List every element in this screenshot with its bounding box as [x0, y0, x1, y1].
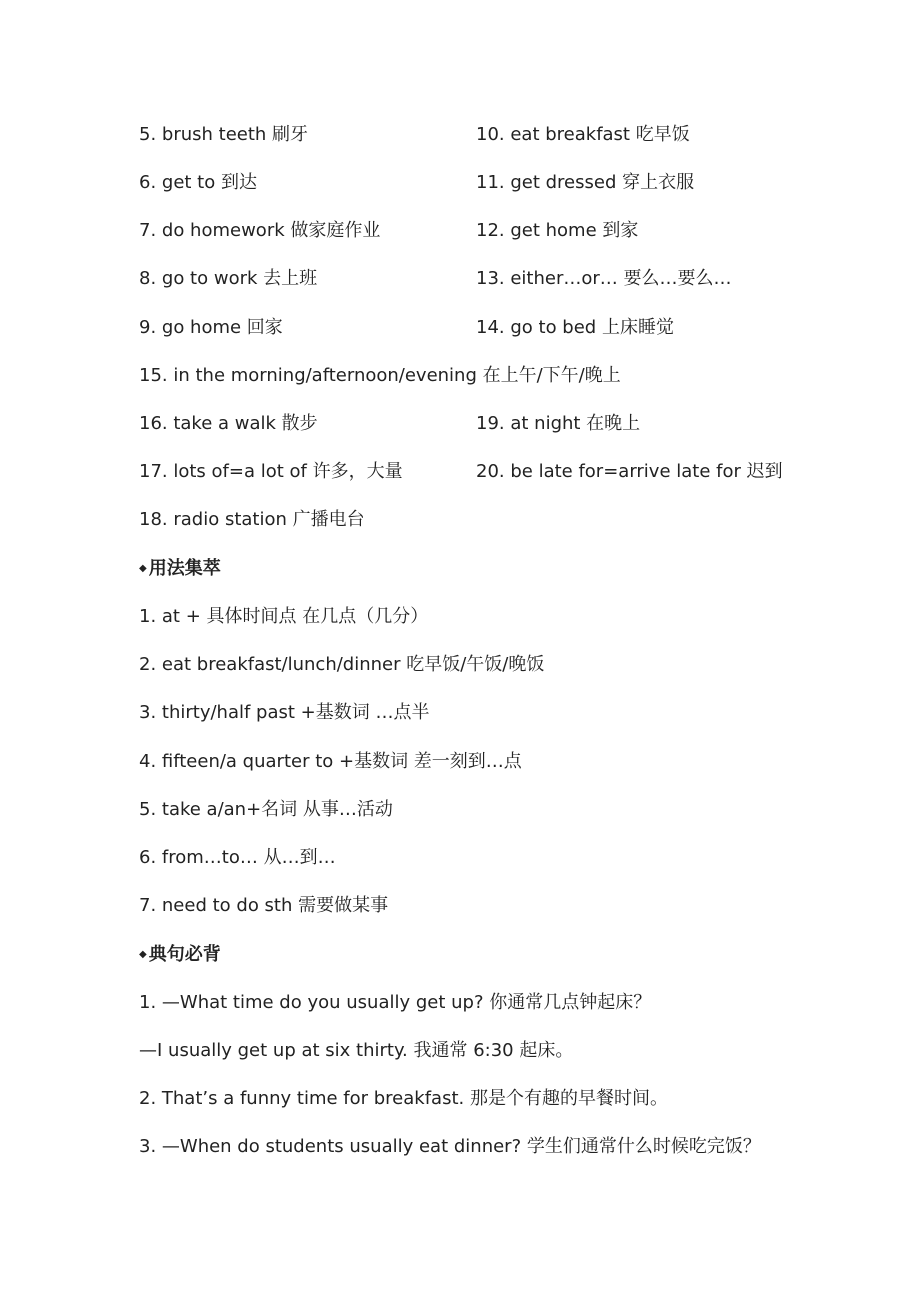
diamond-bullet-icon: ◆	[139, 949, 147, 960]
usage-item: 1. at + 具体时间点 在几点（几分）	[139, 606, 429, 627]
vocab-item: 11. get dressed 穿上衣服	[476, 172, 695, 193]
sentence-item: 1. —What time do you usually get up? 你通常几点钟起床？	[139, 992, 652, 1013]
vocab-item: 16. take a walk 散步	[139, 413, 318, 434]
sentence-item: 2. That’s a funny time for breakfast. 那是个有趣的早餐时间。	[139, 1088, 668, 1109]
vocab-item: 19. at night 在晚上	[476, 413, 641, 434]
vocab-item: 6. get to 到达	[139, 172, 257, 193]
sentence-item: —I usually get up at six thirty. 我通常 6:30 起床。	[139, 1040, 574, 1061]
usage-item: 4. fifteen/a quarter to +基数词 差一刻到…点	[139, 751, 522, 772]
usage-item: 3. thirty/half past +基数词 …点半	[139, 702, 430, 723]
section-title: 用法集萃	[148, 558, 221, 579]
section-heading-usage	[139, 557, 221, 581]
vocab-item: 12. get home 到家	[476, 220, 639, 241]
section-title: 典句必背	[148, 944, 221, 965]
vocab-item: 20. be late for=arrive late for 迟到	[476, 461, 783, 482]
usage-item: 6. from…to… 从…到…	[139, 847, 336, 868]
vocab-item: 17. lots of=a lot of 许多，大量	[139, 461, 403, 482]
vocab-item: 5. brush teeth 刷牙	[139, 124, 309, 145]
vocab-item: 15. in the morning/afternoon/evening 在上午/下午/晚上	[139, 365, 621, 386]
usage-item: 2. eat breakfast/lunch/dinner 吃早饭/午饭/晚饭	[139, 654, 545, 675]
sentence-item: 3. —When do students usually eat dinner? 学生们通常什么时候吃完饭？	[139, 1136, 761, 1157]
vocab-item: 9. go home 回家	[139, 317, 283, 338]
vocab-item: 13. either…or… 要么…要么…	[476, 268, 732, 289]
section-heading-sentences	[139, 943, 221, 967]
diamond-bullet-icon: ◆	[139, 563, 147, 574]
vocab-item: 10. eat breakfast 吃早饭	[476, 124, 690, 145]
vocab-item: 18. radio station 广播电台	[139, 509, 365, 530]
usage-item: 5. take a/an+名词 从事…活动	[139, 799, 393, 820]
vocab-item: 8. go to work 去上班	[139, 268, 318, 289]
usage-item: 7. need to do sth 需要做某事	[139, 895, 389, 916]
vocab-item: 7. do homework 做家庭作业	[139, 220, 381, 241]
vocab-item: 14. go to bed 上床睡觉	[476, 317, 674, 338]
